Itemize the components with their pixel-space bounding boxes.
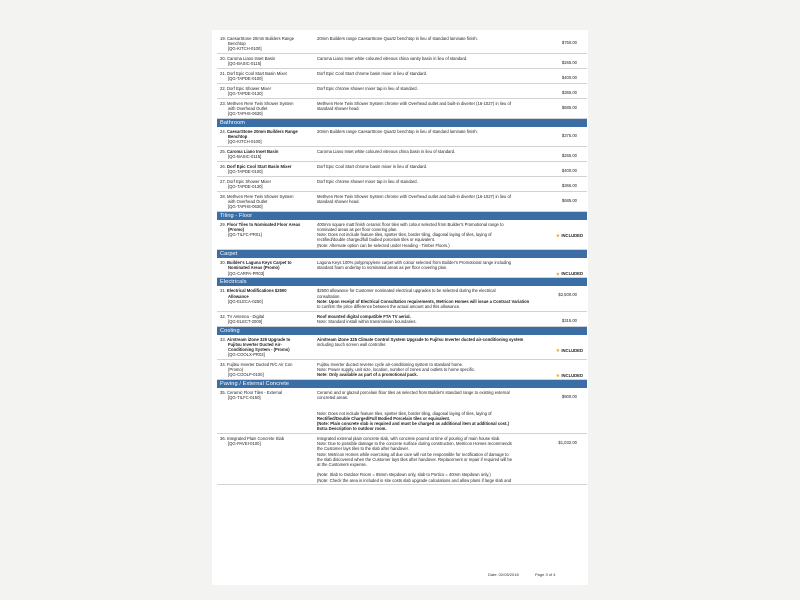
section-heading: Bathroom — [217, 119, 587, 127]
table-row — [217, 127, 587, 147]
table-row — [217, 434, 587, 485]
item-name-line: Nominated Areas (Promo) — [228, 265, 280, 271]
description-line: Extra Description to outdoor room. — [317, 426, 387, 432]
description-line: Laguna Keys 100% polypropylene carpet with colour selected from Builder's Promotional range including — [317, 260, 512, 266]
description-line: the Customer lays tiles to the slab after handover. — [317, 446, 409, 452]
item-name-line: Fujitsu Inverter Ducted R/C Air Con — [227, 361, 293, 367]
table-row — [217, 84, 587, 99]
item-name-line: Electrical Modifications $2500 — [227, 288, 287, 294]
description-line: 20mm Builders range CaesarStone Quartz benchtop in lieu of standard laminate finish. — [317, 128, 478, 134]
table-row — [217, 388, 587, 434]
item-price: $2,500.00 — [558, 292, 577, 298]
table-row — [217, 177, 587, 192]
item-number: 36. — [220, 435, 226, 441]
item-name — [220, 149, 312, 159]
item-name-line: TV Antenna - Digital — [226, 313, 265, 319]
description-line: nominated areas as per floor covering plan. — [317, 226, 398, 232]
included-label: INCLUDED — [561, 372, 583, 378]
description-line: (Note: Check the area is included in site costs slab upgrade calculations and allow plans if large slab and — [317, 477, 512, 483]
item-description — [317, 194, 549, 204]
item-name-line: with Overhead Outlet — [228, 198, 268, 204]
section-heading: Carpet — [217, 250, 587, 258]
description-line: Note: Upon receipt of Electrical Consultation requirements, Metricon Homes will issue a Contract Variation — [317, 298, 530, 304]
description-line: including touch screen wall controller. — [317, 341, 387, 347]
item-number: 29. — [220, 221, 226, 227]
footer-date: Date: 02/05/2018 — [488, 572, 519, 577]
item-number: 26. — [220, 163, 226, 169]
item-description — [317, 101, 549, 111]
item-name-line: Builder's Laguna Keys Carpet to — [227, 260, 292, 266]
item-price: $900.00 — [561, 393, 577, 399]
item-description — [317, 390, 549, 432]
item-name-line: CaesarStone 20mm Builders Range — [227, 128, 298, 134]
included-label: INCLUDED — [561, 347, 583, 353]
item-name-line: (Promo) — [228, 367, 244, 372]
item-code: [QG-TAPDE-0130] — [228, 91, 263, 97]
item-name — [220, 362, 312, 378]
item-name — [220, 129, 312, 145]
item-name — [220, 390, 312, 400]
item-name-line: Methven Rere Twin Shower System — [227, 193, 294, 199]
item-name-line: Methven Rere Twin Shower System — [227, 100, 294, 106]
item-description — [317, 314, 549, 324]
item-number: 22. — [220, 85, 226, 91]
item-code: [QG-TAPHS-0630] — [228, 111, 263, 117]
description-line: Airstream iZone 325 Climate Control System Upgrade to Fujitsu Inverter ducted air-conditioning system — [317, 336, 524, 342]
item-price: $400.00 — [561, 74, 577, 80]
included-badge — [556, 233, 583, 238]
item-description — [317, 337, 549, 347]
description-line: 400mm square matt finish ceramic floor tiles with colour selected from Builder's Promotional range to — [317, 221, 504, 227]
item-name — [220, 56, 312, 66]
item-name — [220, 71, 312, 81]
description-line: Methven Rere Twin Shower System chrome with Overhead outlet and built-in diverter (16-1027) in lieu of — [317, 193, 512, 199]
description-line: Caroma Liano Inset white coloured vitreous china vanity basin in lieu of standard. — [317, 56, 468, 62]
included-badge — [556, 348, 583, 353]
section-heading: Paving / External Concrete — [217, 380, 587, 388]
item-name-line: Ceramic Floor Tiles - External — [227, 389, 283, 395]
star-icon — [556, 348, 560, 352]
item-name-line: Integrated Plain Concrete Slab — [227, 435, 285, 441]
item-description — [317, 56, 549, 61]
description-line: Dorf Epic chrome shower mixer tap in lieu of standard. — [317, 85, 418, 91]
item-price: $685.00 — [561, 104, 577, 110]
table-row — [217, 54, 587, 69]
item-number: 34. — [220, 361, 226, 367]
table-row — [217, 360, 587, 380]
description-line: Methven Rere Twin Shower System chrome with Overhead outlet and built-in diverter (16-1027) in lieu of — [317, 100, 512, 106]
item-description — [317, 149, 549, 154]
item-number: 32. — [220, 313, 226, 319]
item-number: 31. — [220, 288, 226, 294]
item-name-line: CaesarStone 20mm Builders Range — [227, 36, 295, 41]
included-badge — [556, 373, 583, 378]
description-line: Note: Due to possible damage to the concrete surface during construction, Metricon Homes recommends — [317, 441, 512, 447]
description-line: to confirm the price difference between the actual amount and this allowance. — [317, 303, 461, 309]
item-price: $265.00 — [561, 152, 577, 158]
item-description — [317, 129, 549, 134]
item-number: 19. — [220, 36, 226, 41]
description-line: concreted areas. — [317, 395, 349, 401]
item-code: [QG-TAPDE-0100] — [228, 169, 263, 175]
item-name — [220, 86, 312, 96]
item-code: [QG-CARPA-PR03] — [228, 270, 265, 276]
description-line: (Note: Alternate option can be selected under Heading - Timber Floors.) — [317, 242, 450, 248]
item-number: 24. — [220, 128, 226, 134]
item-code: [QG-KITCH-0100] — [228, 46, 262, 52]
item-name-line: Benchtop — [228, 41, 246, 47]
item-name — [220, 222, 312, 238]
item-number: 33. — [220, 336, 226, 342]
item-code: [QG-TAPDE-0130] — [228, 183, 263, 189]
item-name-line: Dorf Epic Shower Mixer — [227, 85, 271, 91]
page-footer — [488, 572, 556, 577]
description-line: Caroma Liano Inset white coloured vitreous china basin in lieu of standard. — [317, 148, 456, 154]
item-number: 20. — [220, 56, 226, 62]
item-number: 27. — [220, 178, 226, 184]
section-heading: Tiling - Floor — [217, 212, 587, 220]
item-name — [220, 288, 312, 304]
description-line: Ceramic and or glazed porcelain floor tiles as selected from Builder's standard range to existing external — [317, 389, 510, 395]
description-line: (Note: Plain concrete slab is required and must be charged as additional item at additional cost.) — [317, 421, 509, 427]
table-row — [217, 220, 587, 251]
table-row — [217, 258, 587, 278]
item-code: [QG-KITCH-0100] — [228, 139, 262, 145]
description-line: Note: Only available as part of a promotional pack. — [317, 372, 418, 378]
item-price: $265.00 — [561, 60, 577, 66]
description-line: Roof mounted digital compatible FTA TV aerial. — [317, 313, 411, 319]
item-description — [317, 362, 549, 378]
item-description — [317, 222, 549, 248]
included-label: INCLUDED — [561, 271, 583, 277]
item-price: $365.00 — [561, 89, 577, 95]
table-row — [217, 34, 587, 54]
item-name — [220, 436, 312, 446]
item-name — [220, 337, 312, 358]
table-row — [217, 147, 587, 162]
item-name-line: Airstream iZone 325 Upgrade to — [227, 336, 291, 342]
item-name-line: Caroma Liano Inset Basin — [227, 56, 276, 62]
description-line: standard foam underlay to nominated areas as per floor covering plan. — [317, 265, 448, 271]
item-price: $400.00 — [561, 167, 577, 173]
item-name-line: Allowance — [228, 293, 249, 299]
item-description — [317, 436, 549, 483]
item-price: $315.00 — [561, 317, 577, 323]
item-code: [QG-BASIC-0115] — [228, 154, 262, 160]
item-name-line: Floor Tiles to Nominated Floor Areas — [227, 221, 301, 227]
description-line: rectified/double charged/full bodied porcelain tiles or equivalent. — [317, 237, 436, 243]
item-description — [317, 179, 549, 184]
item-name-line: Fujitsu Inverter Ducted Air- — [228, 341, 282, 347]
item-name-line: Dorf Epic Cool Start Basin Mixer — [227, 70, 288, 76]
star-icon — [556, 233, 560, 237]
item-price: $375.00 — [561, 132, 577, 138]
description-line: consultation. — [317, 293, 341, 299]
included-label: INCLUDED — [561, 232, 583, 238]
table-row — [217, 286, 587, 311]
item-name — [220, 36, 312, 52]
item-price: $1,032.00 — [558, 439, 577, 445]
description-line: Dorf Epic Cool Start chrome basin mixer in lieu of standard. — [317, 70, 428, 76]
item-description — [317, 86, 549, 91]
section-heading: Electricals — [217, 278, 587, 286]
item-number: 25. — [220, 148, 226, 154]
item-code: [QG-COOLX-PR03] — [228, 352, 265, 358]
table-row — [217, 162, 587, 177]
item-description — [317, 260, 549, 270]
item-code: [QG-TILFC-0150] — [228, 395, 261, 401]
section-heading: Cooling — [217, 327, 587, 335]
item-price: $365.00 — [561, 182, 577, 188]
item-description — [317, 36, 549, 41]
description-line: Note: Power supply, unit size, location, number of zones and outlets to home specific. — [317, 367, 476, 372]
item-code: [QG-BASIC-0115] — [228, 61, 262, 67]
item-number: 23. — [220, 100, 226, 106]
item-number: 28. — [220, 193, 226, 199]
table-row — [217, 192, 587, 212]
item-code: [QG-TILFC-PR01] — [228, 232, 262, 238]
description-line: Note: Does not include feature tiles, spotter tiles, border tiling, diagonal laying of tiles, laying of — [317, 232, 492, 238]
item-code: [QG-PAVEI-0100] — [228, 441, 261, 447]
star-icon — [556, 272, 560, 276]
item-description — [317, 71, 549, 76]
item-number: 21. — [220, 70, 226, 76]
item-name-line: (Promo) — [228, 226, 245, 232]
item-price: $685.00 — [561, 197, 577, 203]
description-line: at the Customers expense. — [317, 462, 368, 467]
description-line: standard shower head. — [317, 198, 360, 204]
item-code: [QG-ELECT-2000] — [228, 318, 263, 324]
item-description — [317, 288, 549, 309]
inclusions-list — [217, 34, 587, 485]
item-name — [220, 101, 312, 117]
description-line: Dorf Epic Cool Start chrome basin mixer in lieu of standard. — [317, 163, 428, 169]
table-row — [217, 69, 587, 84]
item-name-line: Caroma Liano Inset Basin — [227, 148, 279, 154]
item-name — [220, 164, 312, 174]
item-name — [220, 314, 312, 324]
item-name-line: Dorf Epic Shower Mixer — [227, 178, 271, 184]
item-description — [317, 164, 549, 169]
item-name — [220, 179, 312, 189]
description-line: the slab discovered when the Customer lays tiles after handover. Replacement or repair if required will be — [317, 456, 513, 462]
footer-page-number: Page 3 of 4 — [535, 572, 556, 577]
description-line: (Note: Slab to Outdoor Room = 85mm stepdown only, slab to Portico = 40mm stepdown only.) — [317, 472, 491, 478]
item-price: $750.00 — [561, 40, 577, 45]
description-line: Fujitsu Inverter ducted reverse cycle air-conditioning system to standard home. — [317, 361, 464, 367]
item-name — [220, 260, 312, 276]
table-row — [217, 312, 587, 327]
item-code: [QG-TAPHS-0630] — [228, 204, 263, 210]
included-badge — [556, 271, 583, 276]
item-name-line: Benchtop — [228, 134, 248, 140]
star-icon — [556, 373, 560, 377]
item-number: 30. — [220, 260, 226, 266]
description-line: Note: Does not include feature tiles, spotter tiles, border tiling, diagonal laying of tiles, laying of — [317, 410, 492, 416]
description-line: Dorf Epic chrome shower mixer tap in lieu of standard. — [317, 178, 418, 184]
description-line: $2500 allowance for Customer nominated electrical upgrades to be selected during the electrical — [317, 288, 496, 294]
item-name — [220, 194, 312, 210]
table-row — [217, 335, 587, 360]
description-line: standard shower head. — [317, 105, 360, 111]
item-name-line: Dorf Epic Cool Start Basin Mixer — [227, 163, 292, 169]
item-code: [QG-ELECA-0250] — [228, 298, 263, 304]
description-line: Rectified/Double Charged/Full Bodied Porcelain tiles or equivalent. — [317, 415, 451, 421]
item-code: [QG-COOLP-0100] — [228, 372, 264, 378]
table-row — [217, 99, 587, 119]
item-name-line: Conditioning System - (Promo) — [228, 346, 290, 352]
document-page — [212, 30, 588, 585]
description-line: 20mm Builders range CaesarStone Quartz benchtop in lieu of standard laminate finish. — [317, 36, 478, 41]
item-code: [QG-TAPDE-0100] — [228, 76, 263, 82]
description-line: Note: Standard install within transmission boundaries. — [317, 318, 417, 324]
description-line: Integrated external plain concrete slab, with concrete poured at time of pouring of main house slab. — [317, 435, 501, 441]
item-name-line: with Overhead Outlet — [228, 105, 268, 111]
item-number: 35. — [220, 389, 226, 395]
description-line: Note: Metricon Homes while exercising all due care will not be responsible for rectification of damage to — [317, 451, 509, 457]
